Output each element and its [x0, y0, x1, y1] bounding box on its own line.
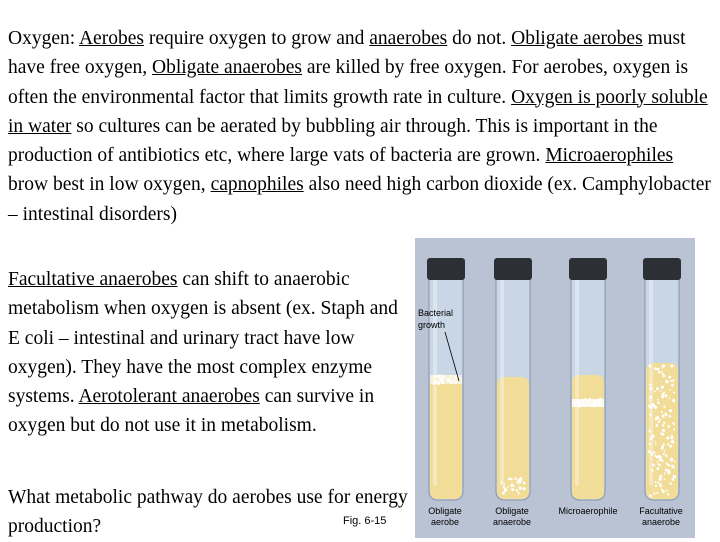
colony-dot [661, 367, 663, 369]
colony-dot [519, 486, 522, 489]
tube-label-obligate-aerobe-line1: Obligate [428, 506, 462, 516]
colony-dot [667, 443, 669, 445]
colony-dot [669, 389, 671, 391]
colony-dot [599, 398, 602, 401]
left-paragraph [8, 265, 413, 441]
colony-dot [597, 405, 599, 407]
colony-dot [662, 392, 665, 395]
callout-label-line1: Bacterial [418, 308, 454, 318]
colony-dot [589, 404, 591, 406]
colony-dot [653, 451, 656, 454]
colony-dot [594, 402, 597, 405]
colony-dot [649, 387, 652, 390]
colony-dot [502, 492, 505, 495]
colony-dot [655, 485, 657, 487]
colony-dot [670, 458, 673, 461]
text-segment: brow best in low oxygen, [8, 174, 211, 196]
tube-cap-obligate-aerobe [427, 258, 465, 280]
colony-dot [649, 430, 651, 432]
colony-dot [674, 461, 676, 463]
colony-dot [656, 424, 659, 427]
term-obligate-aerobes: Obligate aerobes [511, 28, 643, 49]
term-anaerobes: anaerobes [369, 28, 448, 49]
colony-dot [656, 467, 659, 470]
colony-dot [669, 445, 672, 448]
text-segment: require oxygen to grow and [143, 28, 370, 49]
callout-label-line2: growth [418, 320, 446, 330]
term-capnophiles: capnophiles [210, 174, 304, 196]
colony-dot [661, 385, 664, 388]
colony-dot [658, 455, 661, 458]
colony-dot [668, 469, 670, 471]
colony-dot [673, 392, 675, 394]
tube-label-obligate-aerobe-line2: aerobe [430, 517, 460, 527]
colony-dot [649, 414, 651, 416]
colony-dot [651, 454, 653, 456]
colony-dot [651, 469, 653, 471]
colony-dot [440, 379, 442, 381]
colony-dot [663, 405, 665, 407]
tubes-illustration [415, 238, 695, 538]
colony-dot [507, 486, 509, 488]
colony-dot [664, 473, 666, 475]
colony-dot [654, 481, 656, 483]
colony-dot [516, 481, 518, 483]
colony-dot [656, 461, 658, 463]
colony-dot [577, 404, 579, 406]
colony-dot [447, 378, 450, 381]
colony-dot [511, 488, 513, 490]
term-oxygen-poorly-soluble: Oxygen is poorly soluble in water [8, 86, 708, 137]
colony-dot [454, 381, 457, 384]
colony-dot [656, 387, 659, 390]
colony-dot [518, 492, 520, 494]
colony-dot [671, 478, 674, 481]
colony-dot [439, 377, 441, 379]
colony-dot [662, 429, 665, 432]
text-segment: do not. [447, 28, 512, 49]
colony-dot [523, 482, 526, 485]
tube-highlight-obligate-anaerobe [500, 278, 504, 486]
colony-dot [655, 417, 658, 420]
colony-dot [654, 441, 656, 443]
colony-dot [648, 405, 651, 408]
colony-dot [652, 464, 655, 467]
text-segment: so cultures can be aerated by bubbling air through. This is important in the production of antibiotics etc, where large vats of bacteria are grown. [8, 115, 658, 167]
colony-dot [668, 397, 670, 399]
colony-dot [669, 409, 672, 412]
question-text: What metabolic pathway do aerobes use for energy production? [8, 487, 408, 538]
colony-dot [660, 390, 662, 392]
colony-dot [659, 475, 662, 478]
colony-dot [655, 443, 657, 445]
colony-dot [652, 404, 655, 407]
figure-reference: Fig. 6-15 [343, 515, 387, 527]
colony-dot [649, 400, 651, 402]
colony-dot [503, 486, 505, 488]
colony-dot [651, 435, 654, 438]
colony-dot [673, 423, 675, 425]
colony-dot [654, 455, 656, 457]
colony-dot [670, 482, 672, 484]
tube-cap-facultative-anaerobe [643, 258, 681, 280]
text-segment: also need high carbon dioxide (ex. Camphylobacter – intestinal disorders) [8, 174, 711, 225]
colony-dot [657, 399, 659, 401]
colony-dot [661, 373, 663, 375]
colony-dot [514, 478, 517, 481]
colony-dot [662, 375, 665, 378]
colony-dot [516, 489, 519, 492]
colony-dot [673, 429, 675, 431]
colony-dot [661, 371, 663, 373]
colony-dot [662, 414, 665, 417]
colony-dot [589, 398, 592, 401]
colony-dot [649, 396, 652, 399]
colony-dot [656, 492, 658, 494]
colony-dot [671, 465, 674, 468]
colony-dot [670, 364, 673, 367]
colony-dot [673, 442, 675, 444]
colony-dot [667, 493, 669, 495]
colony-dot [503, 483, 505, 485]
tube-label-microaerophile-line1: Microaerophile [558, 506, 618, 516]
colony-dot [654, 390, 656, 392]
colony-dot [658, 371, 661, 374]
colony-dot [511, 484, 513, 486]
colony-dot [657, 401, 660, 404]
colony-dot [433, 380, 436, 383]
colony-dot [668, 376, 671, 379]
colony-dot [668, 464, 671, 467]
colony-dot [654, 367, 657, 370]
colony-dot [501, 481, 503, 483]
tube-label-obligate-anaerobe-line1: Obligate [495, 506, 529, 516]
text-segment: can survive in oxygen but do not use it in metabolism. [8, 386, 375, 437]
colony-dot [659, 419, 661, 421]
colony-dot [671, 435, 674, 438]
text-segment: Oxygen: [8, 28, 79, 49]
colony-dot [662, 460, 664, 462]
oxygen-tubes-figure [415, 238, 695, 538]
colony-dot [510, 478, 512, 480]
colony-dot [665, 380, 667, 382]
colony-dot [667, 471, 669, 473]
tube-highlight-microaerophile [575, 278, 579, 486]
colony-dot [665, 469, 668, 472]
colony-dot [666, 436, 669, 439]
colony-dot [664, 478, 666, 480]
colony-dot [658, 478, 661, 481]
colony-dot [669, 415, 671, 417]
text-segment: must have free oxygen, [8, 28, 686, 79]
colony-dot [584, 398, 586, 400]
text-segment: are killed by free oxygen. For aerobes, oxygen is often the environmental factor that limits growth rate in culture. [8, 57, 689, 108]
colony-dot [657, 481, 659, 483]
term-facultative-anaerobes: Facultative anaerobes [8, 269, 178, 290]
colony-dot [583, 404, 585, 406]
colony-dot [658, 421, 660, 423]
colony-dot [661, 411, 663, 413]
colony-dot [672, 380, 674, 382]
colony-dot [661, 395, 664, 398]
colony-dot [649, 443, 651, 445]
colony-dot [662, 433, 665, 436]
term-aerobes: Aerobes [78, 28, 144, 49]
colony-dot [663, 443, 665, 445]
colony-dot [653, 492, 655, 494]
colony-dot [517, 483, 519, 485]
term-microaerophiles: Microaerophiles [545, 145, 674, 167]
colony-dot [672, 399, 675, 402]
colony-dot [438, 383, 440, 385]
colony-dot [648, 365, 651, 368]
colony-dot [657, 368, 660, 371]
colony-dot [434, 375, 436, 377]
colony-dot [659, 483, 661, 485]
colony-dot [598, 401, 600, 403]
colony-dot [450, 381, 453, 384]
term-aerotolerant-anaerobes: Aerotolerant anaerobes [78, 386, 260, 408]
colony-dot [666, 489, 668, 491]
colony-dot [453, 379, 455, 381]
colony-dot [505, 488, 508, 491]
tube-label-obligate-anaerobe-line2: anaerobe [492, 517, 532, 527]
colony-dot [662, 364, 665, 367]
colony-dot [664, 394, 667, 397]
tube-cap-obligate-anaerobe [494, 258, 532, 280]
colony-dot [661, 488, 663, 490]
colony-dot [650, 495, 653, 498]
colony-dot [523, 487, 526, 490]
colony-dot [650, 437, 653, 440]
colony-dot [454, 375, 457, 378]
colony-dot [667, 425, 670, 428]
colony-dot [582, 400, 584, 402]
tube-label-facultative-anaerobe-line2: anaerobe [641, 517, 681, 527]
colony-dot [665, 413, 668, 416]
colony-dot [659, 464, 661, 466]
colony-dot [671, 384, 674, 387]
colony-dot [442, 376, 444, 378]
term-obligate-anaerobes: Obligate anaerobes [152, 57, 302, 79]
colony-dot [649, 383, 652, 386]
colony-dot [663, 421, 665, 423]
colony-dot [664, 451, 666, 453]
colony-dot [661, 445, 664, 448]
colony-dot [450, 375, 452, 377]
tube-label-facultative-anaerobe-line1: Facultative [639, 506, 683, 516]
colony-dot [650, 452, 652, 454]
colony-dot [673, 475, 676, 478]
colony-dot [663, 491, 665, 493]
colony-dot [518, 478, 521, 481]
colony-dot [665, 455, 667, 457]
colony-dot [662, 424, 665, 427]
tube-cap-microaerophile [569, 258, 607, 280]
colony-dot [575, 401, 577, 403]
colony-dot [587, 401, 589, 403]
top-paragraph [8, 24, 714, 229]
text-segment: can shift to anaerobic metabolism when oxygen is absent (ex. Staph and E coli – intestinal and urinary tract have low oxygen). They have the most complex enzyme systems. [8, 269, 398, 408]
colony-dot [519, 481, 522, 484]
colony-dot [663, 453, 665, 455]
